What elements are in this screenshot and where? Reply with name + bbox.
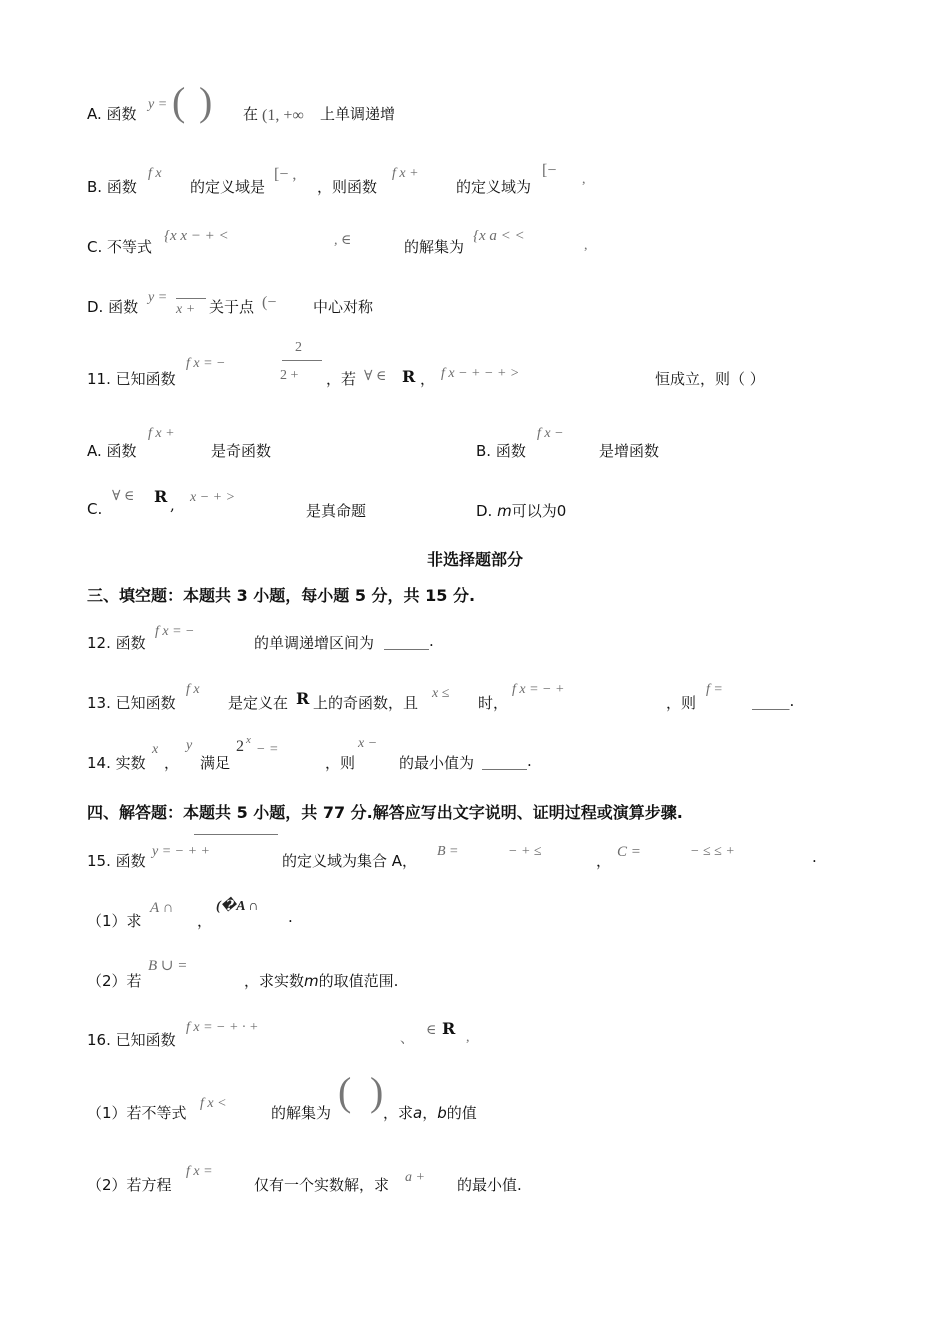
part-text: 的值 <box>446 1104 477 1122</box>
math-expr: C = <box>617 844 641 860</box>
answer-blank: ______. <box>384 632 434 650</box>
fraction-bar <box>282 360 322 361</box>
section-heading-nonchoice: 非选择题部分 <box>426 550 523 569</box>
question-text: ， <box>596 852 612 870</box>
math-expr: , <box>582 172 586 187</box>
question-text: 满足 <box>200 754 231 772</box>
option-text: 关于点 <box>209 298 255 316</box>
variable-m: m <box>304 972 319 990</box>
part-text: ，求实数 <box>244 972 305 990</box>
part-text: 的解集为 <box>271 1104 332 1122</box>
math-expr: f x − <box>537 426 564 441</box>
option-text: 是真命题 <box>306 502 367 520</box>
math-expr: y = <box>148 290 168 305</box>
math-expr: f x < <box>200 1096 227 1111</box>
period: . <box>812 848 817 866</box>
option-label: D. <box>87 298 104 316</box>
math-expr: y = − + + <box>152 844 211 859</box>
math-expr: A ∩ <box>150 900 174 916</box>
separator: ， <box>197 912 213 930</box>
math-expr: x ≤ <box>432 686 450 701</box>
sqrt-bar <box>194 834 278 835</box>
question-number: 12. <box>87 634 111 652</box>
math-expr: x <box>246 734 251 746</box>
paren-right: ) <box>199 79 213 124</box>
math-expr: {x a < < <box>473 228 525 244</box>
math-expr: 2 + <box>280 368 299 383</box>
math-expr: f x + <box>148 426 175 441</box>
math-expr: {x x − + < <box>164 228 229 244</box>
separator: ， <box>422 1104 438 1122</box>
math-expr: f x = <box>186 1164 213 1179</box>
answer-blank: _____. <box>752 692 795 710</box>
reals-symbol: R <box>154 487 168 506</box>
comma: , <box>170 496 175 514</box>
math-expr: B ∪ = <box>148 958 188 974</box>
math-expr: f x + <box>392 166 419 181</box>
math-expr: f x − + − + > <box>441 366 520 381</box>
option-label: A. <box>87 105 102 123</box>
question-text: 已知函数 <box>115 370 176 388</box>
question-text: 已知函数 <box>115 694 176 712</box>
math-expr: 、 <box>400 1032 414 1047</box>
option-text: 不等式 <box>107 238 153 256</box>
question-text: 时， <box>478 694 509 712</box>
question-text: ， <box>420 370 436 388</box>
reals-symbol: R <box>442 1019 456 1038</box>
question-text: 的定义域为集合 A， <box>282 852 418 870</box>
math-expr: y <box>186 738 193 753</box>
part-label: （1）若不等式 <box>87 1104 187 1122</box>
option-text: ，则函数 <box>317 178 378 196</box>
question-text: 是定义在 <box>228 694 289 712</box>
option-text: 的解集为 <box>404 238 465 256</box>
option-label: A. <box>87 442 102 460</box>
math-expr: 2 <box>295 340 302 355</box>
math-expr: (1, +∞ <box>262 107 304 124</box>
math-expr: f x = − + · + <box>186 1020 259 1035</box>
math-expr: ∈ <box>426 1023 437 1038</box>
question-text: 实数 <box>115 754 146 772</box>
period: . <box>288 908 293 926</box>
math-expr: − ≤ ≤ + <box>690 844 735 859</box>
option-text: 上单调递增 <box>320 105 396 123</box>
option-label: D. <box>476 502 493 520</box>
option-label: B. <box>87 178 103 196</box>
question-text: 已知函数 <box>115 1031 176 1049</box>
math-expr: ∀ ∈ <box>112 489 135 504</box>
question-text: 上的奇函数，且 <box>313 694 419 712</box>
option-value: 0 <box>556 502 567 520</box>
part-label: （2）若方程 <box>87 1176 172 1194</box>
part-label: （1）求 <box>87 912 142 930</box>
question-text: ，则 <box>325 754 356 772</box>
reals-symbol: R <box>402 367 416 386</box>
option-text: 在 <box>243 105 259 123</box>
part-text: 的取值范围. <box>318 972 399 990</box>
math-expr: − + ≤ <box>508 844 542 859</box>
option-text: 函数 <box>106 178 137 196</box>
math-expr: f x = − <box>186 356 226 371</box>
option-text: 函数 <box>106 442 137 460</box>
question-text: 的最小值为 <box>399 754 475 772</box>
math-expr: x + <box>176 302 196 317</box>
variable-b: b <box>437 1104 447 1122</box>
math-expr: f x = − <box>155 624 195 639</box>
math-expr: x − <box>358 736 378 751</box>
math-expr: y = <box>148 97 168 112</box>
paren-left: ( <box>338 1069 352 1114</box>
option-text: 可以为 <box>511 502 557 520</box>
question-number: 11. <box>87 370 111 388</box>
math-expr: (�A ∩ <box>216 899 259 914</box>
part-label: （2）若 <box>87 972 142 990</box>
section-heading-solutions: 四、解答题：本题共 5 小题，共 77 分.解答应写出文字说明、证明过程或演算步骤. <box>87 803 683 822</box>
option-text: 函数 <box>106 105 137 123</box>
question-number: 16. <box>87 1031 111 1049</box>
option-text: 是增函数 <box>599 442 660 460</box>
option-label: C. <box>87 238 103 256</box>
part-text: ，求 <box>383 1104 414 1122</box>
math-expr: − = <box>256 742 279 757</box>
option-label: C. <box>87 500 103 518</box>
question-text: 函数 <box>115 634 146 652</box>
question-number: 13. <box>87 694 111 712</box>
math-expr: 2 <box>236 738 244 755</box>
option-text: 中心对称 <box>313 298 374 316</box>
math-expr: f x <box>186 682 200 697</box>
math-expr: x − + > <box>190 490 236 505</box>
option-text: 函数 <box>495 442 526 460</box>
question-text: ，则 <box>666 694 697 712</box>
math-expr: , <box>584 238 588 253</box>
math-expr: , ∈ <box>334 233 352 248</box>
question-number: 15. <box>87 852 111 870</box>
math-expr: f = <box>706 682 723 697</box>
question-text: ，若 <box>326 370 357 388</box>
variable-a: a <box>413 1104 423 1122</box>
math-expr: [− <box>542 162 557 179</box>
option-text: 函数 <box>108 298 139 316</box>
question-text: 的单调递增区间为 <box>254 634 375 652</box>
option-text: 的定义域是 <box>190 178 266 196</box>
option-text: 是奇函数 <box>211 442 272 460</box>
question-text: 恒成立，则（ ） <box>655 370 765 388</box>
math-expr: f x <box>148 166 162 181</box>
reals-symbol: R <box>296 689 310 708</box>
fraction-bar <box>176 298 206 299</box>
question-number: 14. <box>87 754 111 772</box>
math-expr: B = <box>437 844 459 859</box>
part-text: 仅有一个实数解，求 <box>254 1176 390 1194</box>
option-label: B. <box>476 442 492 460</box>
math-expr: (− <box>262 294 277 311</box>
math-expr: ∀ ∈ <box>364 369 387 384</box>
question-text: ， <box>164 754 180 772</box>
paren-right: ) <box>370 1069 384 1114</box>
answer-blank: ______. <box>482 752 532 770</box>
math-expr: f x = − + <box>512 682 565 697</box>
math-expr: [− , <box>274 166 297 183</box>
variable-m: m <box>497 502 512 520</box>
math-expr: a + <box>405 1170 425 1185</box>
option-text: 的定义域为 <box>456 178 532 196</box>
part-text: 的最小值. <box>457 1176 522 1194</box>
math-expr: , <box>466 1030 470 1045</box>
math-expr: x <box>152 742 159 757</box>
question-text: 函数 <box>115 852 146 870</box>
section-heading-fill-in: 三、填空题：本题共 3 小题，每小题 5 分，共 15 分. <box>87 586 476 605</box>
paren-left: ( <box>172 79 186 124</box>
